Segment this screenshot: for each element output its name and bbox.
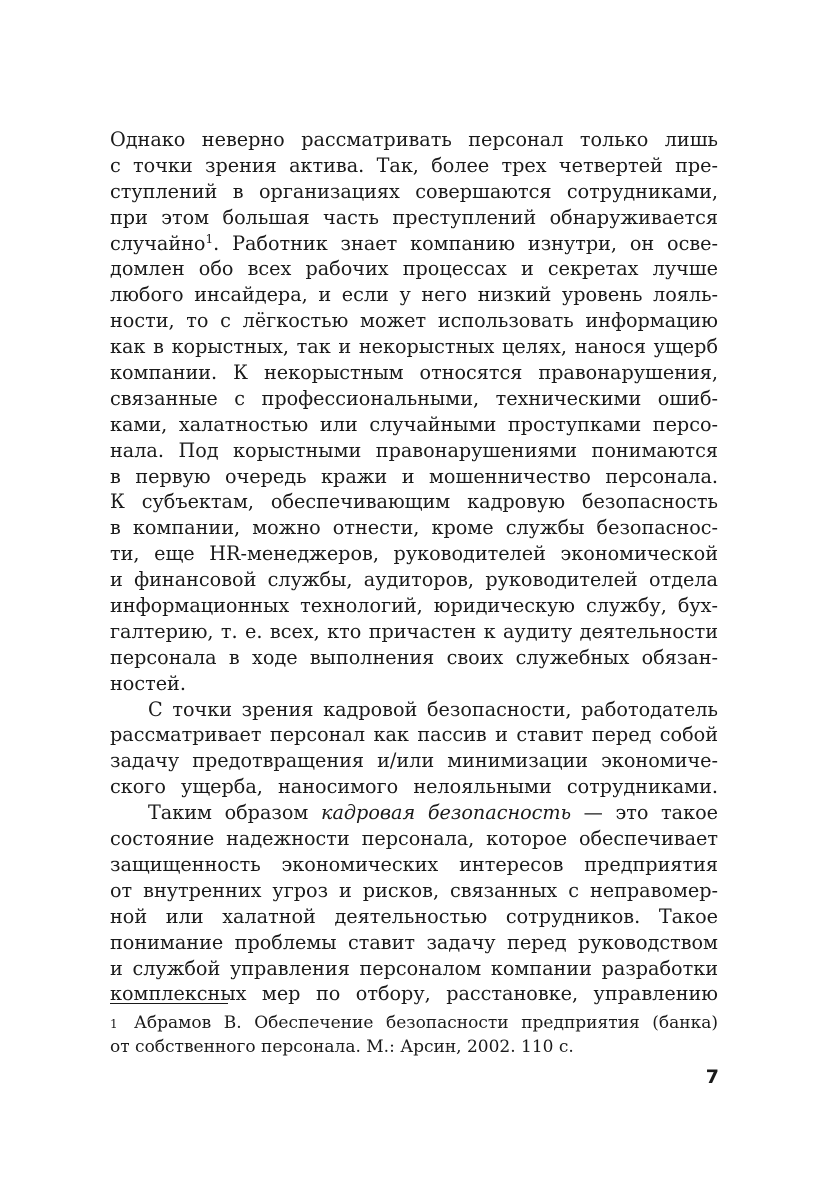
text-line: понимание проблемы ставит задачу перед руководством <box>110 930 718 954</box>
text-line: комплексных мер по отбору, расстановке, управлению <box>110 982 718 1006</box>
main-text <box>110 127 718 1007</box>
text-line: любого инсайдера, и если у него низкий уровень лояль- <box>110 283 718 307</box>
footnote-reference[interactable]: 1 <box>205 231 214 246</box>
text-line: состояние надежности персонала, которое обеспечивает <box>110 827 718 851</box>
text-line: задачу предотвращения и/или минимизации экономиче- <box>110 749 718 773</box>
text-line: ского ущерба, наносимого нелояльными сотрудниками. <box>110 775 718 799</box>
text-line: С точки зрения кадровой безопасности, работодатель <box>148 697 718 721</box>
text-line <box>110 800 718 826</box>
footnote-line: от собственного персонала. М.: Арсин, 2002. 110 с. <box>110 1037 574 1057</box>
text-line: ной или халатной деятельностью сотрудников. Такое <box>110 904 718 928</box>
text-line: с точки зрения актива. Так, более трех четвертей пре- <box>110 153 718 177</box>
text-line: связанные с профессиональными, техническими ошиб- <box>110 386 718 410</box>
text-line: информационных технологий, юридическую службу, бух- <box>110 594 718 618</box>
text-line: и финансовой службы, аудиторов, руководителей отдела <box>110 568 718 592</box>
text-line: и службой управления персоналом компании разработки <box>110 956 718 980</box>
footnote-mark: 1 <box>110 1017 118 1031</box>
text-fragment: . Работник знает компанию изнутри, он осве- <box>213 231 718 255</box>
emphasized-term: кадровая безопасность <box>320 801 572 825</box>
text-fragment: — это такое <box>571 801 718 825</box>
text-line: нала. Под корыстными правонарушениями понимаются <box>110 438 718 462</box>
paragraph-1 <box>110 127 718 697</box>
text-line: в первую очередь кражи и мошенничество персонала. <box>110 464 718 488</box>
text-line: компании. К некорыстным относятся правонарушения, <box>110 361 718 385</box>
footnote <box>110 1011 718 1059</box>
text-line: Однако неверно рассматривать персонал только лишь <box>110 128 718 151</box>
paragraph-2 <box>110 697 718 801</box>
text-line: рассматривает персонал как пассив и ставит перед собой <box>110 723 718 747</box>
footnote-line <box>110 1011 718 1035</box>
text-line: ностей. <box>110 671 186 695</box>
page-number: 7 <box>705 1066 719 1088</box>
text-line: домлен обо всех рабочих процессах и секретах лучше <box>110 257 718 281</box>
text-line: К субъектам, обеспечивающим кадровую безопасность <box>110 490 718 514</box>
text-line: в компании, можно отнести, кроме службы безопаснос- <box>110 516 718 540</box>
text-line: ступлений в организациях совершаются сотрудниками, <box>110 179 718 203</box>
text-line <box>110 231 718 257</box>
text-line: защищенность экономических интересов предприятия <box>110 852 718 876</box>
footnote-divider <box>110 1003 228 1004</box>
paragraph-3 <box>110 800 718 1007</box>
text-line: персонала в ходе выполнения своих служебных обязан- <box>110 645 718 669</box>
text-line: как в корыстных, так и некорыстных целях, нанося ущерб <box>110 335 718 359</box>
footnote-text: Абрамов В. Обеспечение безопасности предприятия (банка) <box>134 1013 718 1033</box>
text-line: ности, то с лёгкостью может использовать информацию <box>110 309 718 333</box>
text-line: ти, еще HR-менеджеров, руководителей экономической <box>110 542 718 566</box>
text-line: от внутренних угроз и рисков, связанных с неправомер- <box>110 878 718 902</box>
text-line: галтерию, т. е. всех, кто причастен к аудиту деятельности <box>110 619 718 643</box>
text-line: ками, халатностью или случайными проступками персо- <box>110 412 718 436</box>
text-line: при этом большая часть преступлений обнаруживается <box>110 205 718 229</box>
text-fragment: случайно <box>110 231 206 255</box>
text-fragment: Таким образом <box>148 801 321 825</box>
